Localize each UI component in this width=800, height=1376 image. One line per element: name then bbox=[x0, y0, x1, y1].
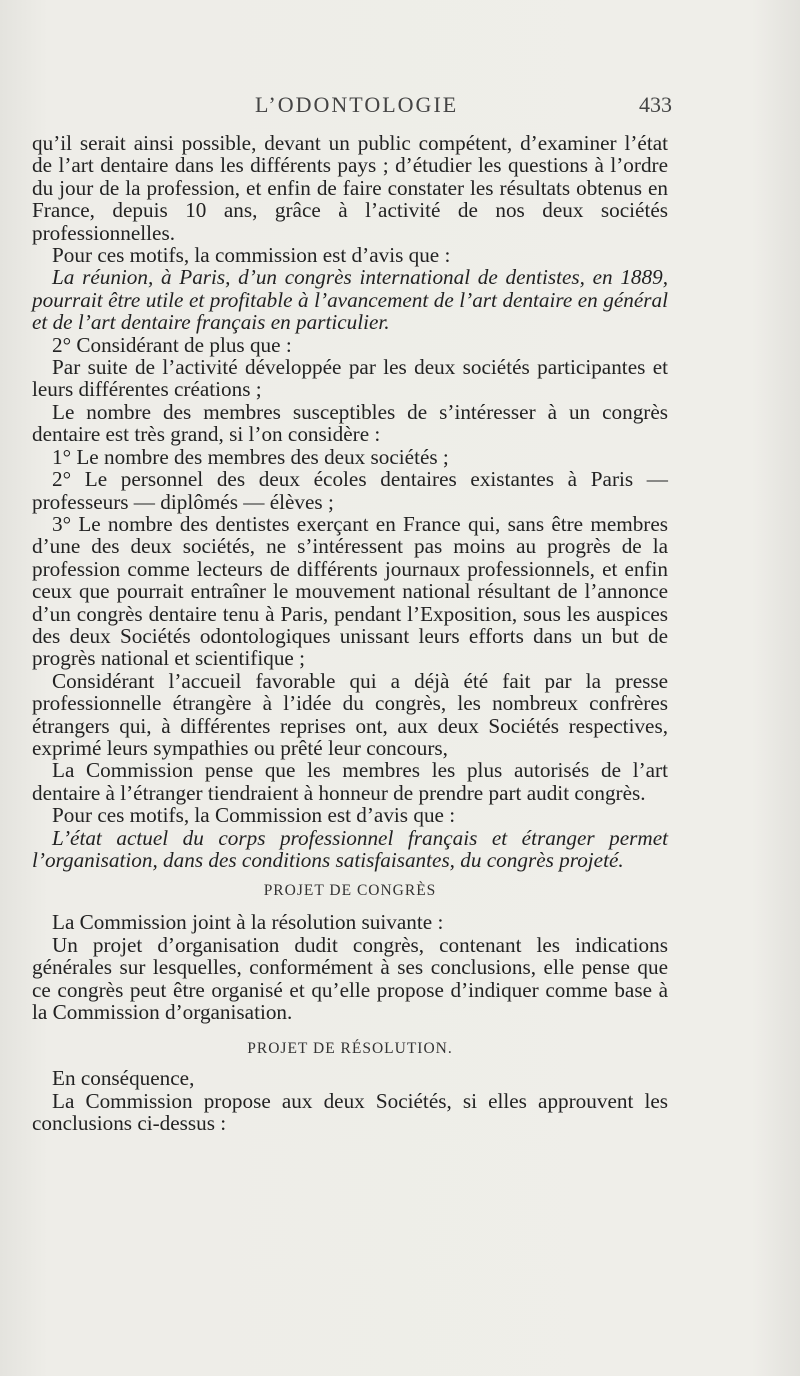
list-item: 1° Le nombre des membres des deux sociétés ; bbox=[52, 444, 449, 469]
paragraph: 2° Considérant de plus que : bbox=[52, 332, 292, 357]
list-item: 2° Le personnel des deux écoles dentaires existantes à Paris — professeurs — diplômés — élèves ; bbox=[32, 467, 668, 514]
list-item: 3° Le nombre des dentistes exerçant en France qui, sans être membres d’une des deux sociétés, ne s’intéressent pas moins au progrès de la profession comme lecteurs de différents journaux professionnels, et enfin ceux que pourrait entraîner le mouvement national résultant de l’annonce d’un congrès dentaire tenu à Paris, pendant l’Exposition, sous les auspices des deux Sociétés odontologiques unissant leurs efforts dans un but de progrès national et scientifique ; bbox=[32, 511, 668, 671]
paragraph: Un projet d’organisation dudit congrès, contenant les indications générales sur lesquelles, conformément à ses conclusions, elle pense que ce congrès peut être organisé et qu’elle propose d’indiquer comme base à la Commission d’organisation. bbox=[32, 932, 668, 1025]
italic-resolution: L’état actuel du corps professionnel français et étranger permet l’organisation, dans des conditions satisfaisantes, du congrès projeté. bbox=[32, 825, 668, 872]
paragraph: La Commission propose aux deux Sociétés, si elles approuvent les conclusions ci-dessus : bbox=[32, 1088, 668, 1136]
paragraph: Par suite de l’activité développée par les deux sociétés participantes et leurs différentes créations ; bbox=[32, 355, 668, 402]
paragraph: La Commission pense que les membres les plus autorisés de l’art dentaire à l’étranger tiendraient à honneur de prendre part audit congrès. bbox=[32, 758, 668, 805]
page-header bbox=[60, 92, 672, 122]
italic-resolution: La réunion, à Paris, d’un congrès international de dentistes, en 1889, pourrait être utile et profitable à l’avancement de l’art dentaire en général et de l’art dentaire français en particulier. bbox=[32, 265, 668, 335]
paragraph: La Commission joint à la résolution suivante : bbox=[52, 910, 444, 935]
paragraph: Le nombre des membres susceptibles de s’intéresser à un congrès dentaire est très grand, si l’on considère : bbox=[32, 399, 668, 447]
paragraph: qu’il serait ainsi possible, devant un public compétent, d’examiner l’état de l’art dentaire dans les différents pays ; d’étudier les questions à l’ordre du jour de la profession, et enfin de faire constater les résultats obtenus en France, depuis 10 ans, grâce à l’activité de nos deux sociétés professionnelles. bbox=[32, 131, 668, 245]
running-title: L’ODONTOLOGIE bbox=[255, 92, 459, 117]
page-body bbox=[32, 132, 668, 1135]
section-heading: PROJET DE CONGRÈS bbox=[263, 882, 437, 900]
section-heading: PROJET DE RÉSOLUTION. bbox=[247, 1040, 453, 1058]
paragraph: Considérant l’accueil favorable qui a déjà été fait par la presse professionnelle étrangère à l’idée du congrès, les nombreux confrères étrangers qui, à différentes reprises ont, aux deux Sociétés respectives, exprimé leurs sympathies ou prêté leur concours, bbox=[32, 668, 668, 760]
paragraph: Pour ces motifs, la Commission est d’avis que : bbox=[52, 803, 456, 828]
paragraph: En conséquence, bbox=[52, 1066, 195, 1091]
page-number: 433 bbox=[639, 92, 672, 117]
paragraph: Pour ces motifs, la commission est d’avis que : bbox=[52, 243, 451, 268]
